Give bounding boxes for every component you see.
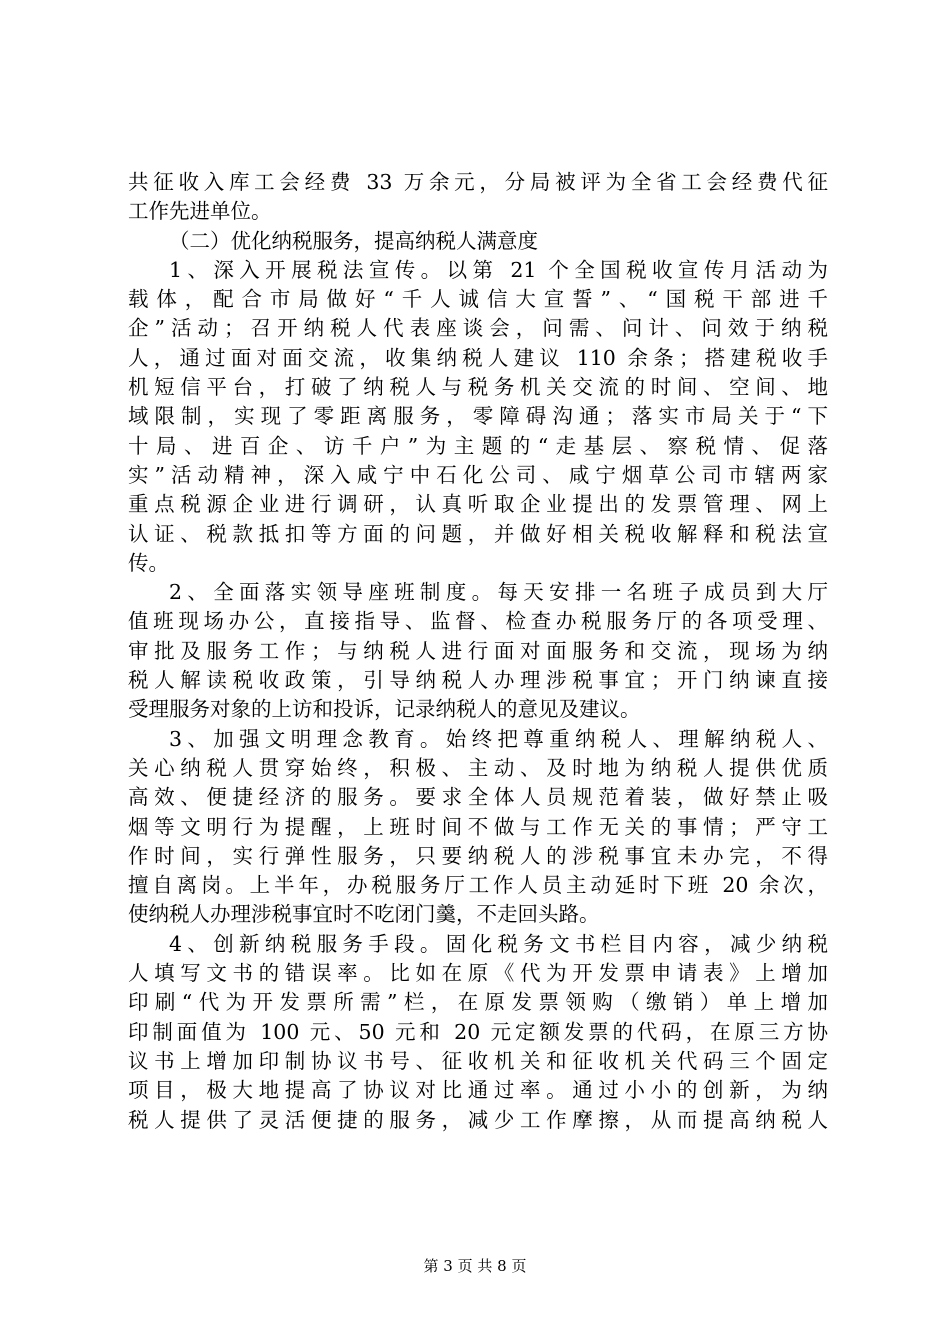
text-line: 受理服务对象的上访和投诉，记录纳税人的意见及建议。 <box>128 697 641 722</box>
text-line: 印刷“代为开发票所需”栏，在原发票领购（缴销）单上增加 <box>128 990 828 1015</box>
text-line: 审批及服务工作；与纳税人进行面对面服务和交流，现场为纳 <box>128 638 828 663</box>
document-body <box>128 168 828 1135</box>
text-line: 印制面值为 100 元、50 元和 20 元定额发票的代码，在原三方协 <box>128 1019 828 1044</box>
text-line: 工作先进单位。 <box>128 199 272 224</box>
text-line: 1、深入开展税法宣传。以第 21 个全国税收宣传月活动为 <box>169 257 828 282</box>
text-line: 2、全面落实领导座班制度。每天安排一名班子成员到大厅 <box>169 580 828 605</box>
text-line: 3、加强文明理念教育。始终把尊重纳税人、理解纳税人、 <box>169 726 828 751</box>
text-line: 议书上增加印制协议书号、征收机关和征收机关代码三个固定 <box>128 1048 828 1073</box>
text-line: 重点税源企业进行调研，认真听取企业提出的发票管理、网上 <box>128 492 828 517</box>
text-line: 税人解读税收政策，引导纳税人办理涉税事宜；开门纳谏直接 <box>128 668 828 693</box>
page-footer: 第 3 页 共 8 页 <box>423 1257 527 1275</box>
text-line: 企”活动；召开纳税人代表座谈会，问需、问计、问效于纳税 <box>128 316 828 341</box>
text-line: 高效、便捷经济的服务。要求全体人员规范着装，做好禁止吸 <box>128 785 828 810</box>
text-line: 4、创新纳税服务手段。固化税务文书栏目内容，减少纳税 <box>169 931 828 956</box>
text-line: 载体，配合市局做好“千人诚信大宣誓”、“国税干部进千 <box>128 287 828 312</box>
text-line: 使纳税人办理涉税事宜时不吃闭门羹，不走回头路。 <box>128 902 600 927</box>
text-line: 人填写文书的错误率。比如在原《代为开发票申请表》上增加 <box>128 961 828 986</box>
text-line: 烟等文明行为提醒，上班时间不做与工作无关的事情；严守工 <box>128 814 828 839</box>
text-line: 作时间，实行弹性服务，只要纳税人的涉税事宜未办完，不得 <box>128 843 828 868</box>
text-line: 域限制，实现了零距离服务，零障碍沟通；落实市局关于“下 <box>128 404 828 429</box>
text-line: 传。 <box>128 550 169 575</box>
text-line: 关心纳税人贯穿始终，积极、主动、及时地为纳税人提供优质 <box>128 755 828 780</box>
text-line: 人，通过面对面交流，收集纳税人建议 110 余条；搭建税收手 <box>128 345 828 370</box>
text-line: 实”活动精神，深入咸宁中石化公司、咸宁烟草公司市辖两家 <box>128 462 828 487</box>
text-line: 认证、税款抵扣等方面的问题，并做好相关税收解释和税法宣 <box>128 521 828 546</box>
text-line: 项目，极大地提高了协议对比通过率。通过小小的创新，为纳 <box>128 1078 828 1103</box>
text-line: 十局、进百企、访千户”为主题的“走基层、察税情、促落 <box>128 433 828 458</box>
text-line: 共征收入库工会经费 33 万余元，分局被评为全省工会经费代征 <box>128 170 828 194</box>
text-line: 机短信平台，打破了纳税人与税务机关交流的时间、空间、地 <box>128 375 828 400</box>
text-line: 税人提供了灵活便捷的服务，减少工作摩擦，从而提高纳税人 <box>128 1107 828 1132</box>
section-heading: （二）优化纳税服务，提高纳税人满意度 <box>169 228 538 253</box>
text-line: 值班现场办公，直接指导、监督、检查办税服务厅的各项受理、 <box>128 609 828 634</box>
text-line: 擅自离岗。上半年，办税服务厅工作人员主动延时下班 20 余次， <box>128 873 828 898</box>
